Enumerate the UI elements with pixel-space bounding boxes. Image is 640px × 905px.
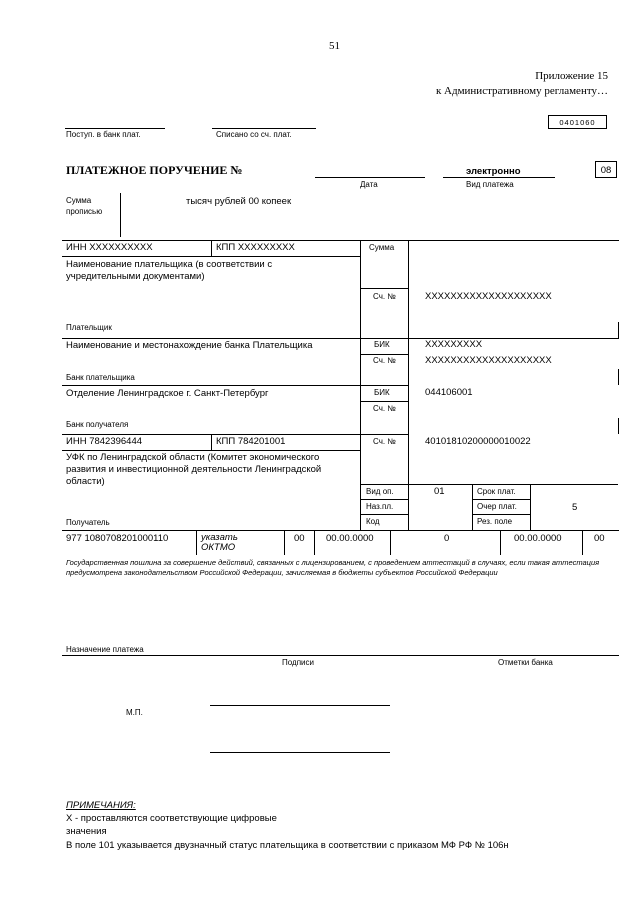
reserve-label: Рез. поле bbox=[477, 517, 513, 526]
payer-account-value: XXXXXXXXXXXXXXXXXXXX bbox=[425, 291, 552, 302]
form-title: ПЛАТЕЖНОЕ ПОРУЧЕНИЕ № bbox=[66, 163, 243, 177]
payer-bank-bik-label: БИК bbox=[374, 340, 390, 349]
status-code: 08 bbox=[600, 165, 612, 176]
form-code-box bbox=[548, 115, 607, 129]
appendix-line2: к Административному регламенту… bbox=[435, 85, 608, 97]
page-number: 51 bbox=[329, 40, 340, 52]
code-label: Код bbox=[366, 517, 380, 526]
doc-date-value: 00.00.0000 bbox=[514, 533, 562, 544]
payee-name: УФК по Ленинградской области (Комитет экономического развития и инвестиционной деятельности Ленинградской области) bbox=[66, 452, 322, 487]
payer-bank-caption: Банк плательщика bbox=[66, 373, 135, 382]
bank-marks-label: Отметки банка bbox=[498, 658, 553, 667]
payment-type-value: электронно bbox=[466, 166, 521, 177]
period-value: 00.00.0000 bbox=[326, 533, 374, 544]
notes-line1: Х - проставляются соответствующие цифровые bbox=[66, 813, 277, 824]
status-code-box bbox=[595, 161, 617, 178]
received-label: Поступ. в банк плат. bbox=[66, 130, 141, 139]
payee-caption: Получатель bbox=[66, 518, 110, 527]
purpose-code-label: Наз.пл. bbox=[366, 502, 394, 511]
payer-kpp: КПП XXXXXXXXX bbox=[216, 242, 295, 253]
payer-caption: Плательщик bbox=[66, 323, 112, 332]
notes-line3: В поле 101 указывается двузначный статус плательщика в соответствии с приказом МФ РФ № 106н bbox=[66, 840, 509, 851]
notes-line2: значения bbox=[66, 826, 107, 837]
payee-account-label: Сч. № bbox=[373, 437, 396, 446]
payment-type-label: Вид платежа bbox=[466, 180, 514, 189]
notes-title: ПРИМЕЧАНИЯ: bbox=[66, 800, 136, 811]
payee-bank-caption: Банк получателя bbox=[66, 420, 129, 429]
term-label: Срок плат. bbox=[477, 487, 516, 496]
amount-words-value: тысяч рублей 00 копеек bbox=[186, 196, 292, 207]
purpose-caption: Назначение платежа bbox=[66, 645, 144, 654]
stamp-label: М.П. bbox=[126, 708, 143, 717]
form-code: 0401060 bbox=[559, 118, 596, 127]
op-type-label: Вид оп. bbox=[366, 487, 394, 496]
payer-account-label: Сч. № bbox=[373, 292, 396, 301]
payee-bank-bik-label: БИК bbox=[374, 388, 390, 397]
payee-bank-bik-value: 044106001 bbox=[425, 387, 473, 398]
purpose-text: Государственная пошлина за совершение действий, связанных с лицензированием, с проведением аттестаций в случаях, если такая аттестация предусмотрена законодательством Российской Федерации, зачисляемая в бюджеты субъектов Российской Федерации bbox=[66, 558, 600, 577]
kbk-value: 977 1080708201000110 bbox=[66, 533, 169, 544]
payee-inn: ИНН 7842396444 bbox=[66, 436, 143, 447]
date-label: Дата bbox=[360, 180, 378, 189]
payee-kpp: КПП 784201001 bbox=[216, 436, 286, 447]
payee-bank-account-label: Сч. № bbox=[373, 404, 396, 413]
signatures-label: Подписи bbox=[282, 658, 314, 667]
payer-inn: ИНН XXXXXXXXXX bbox=[66, 242, 153, 253]
order-value: 5 bbox=[572, 502, 578, 513]
oktmo-value: указать ОКТМО bbox=[201, 532, 238, 553]
payer-name: Наименование плательщика (в соответствии с учредительными документами) bbox=[66, 259, 273, 282]
type-value: 00 bbox=[594, 533, 605, 544]
order-label: Очер плат. bbox=[477, 502, 517, 511]
payer-bank-account-value: XXXXXXXXXXXXXXXXXXXX bbox=[425, 355, 552, 366]
payer-bank-name: Наименование и местонахождение банка Плательщика bbox=[66, 340, 313, 351]
sum-label: Сумма bbox=[369, 243, 395, 252]
op-type-value: 01 bbox=[434, 486, 445, 497]
payee-bank-name: Отделение Ленинградское г. Санкт-Петербург bbox=[66, 388, 269, 399]
amount-words-label: Сумма прописью bbox=[66, 196, 103, 216]
payee-account-value: 40101810200000010022 bbox=[425, 436, 531, 447]
debited-label: Списано со сч. плат. bbox=[216, 130, 292, 139]
basis-value: 00 bbox=[294, 533, 305, 544]
payer-bank-account-label: Сч. № bbox=[373, 356, 396, 365]
appendix-line1: Приложение 15 bbox=[535, 70, 608, 82]
payer-bank-bik-value: XXXXXXXXX bbox=[425, 339, 483, 350]
doc-number-value: 0 bbox=[444, 533, 450, 544]
